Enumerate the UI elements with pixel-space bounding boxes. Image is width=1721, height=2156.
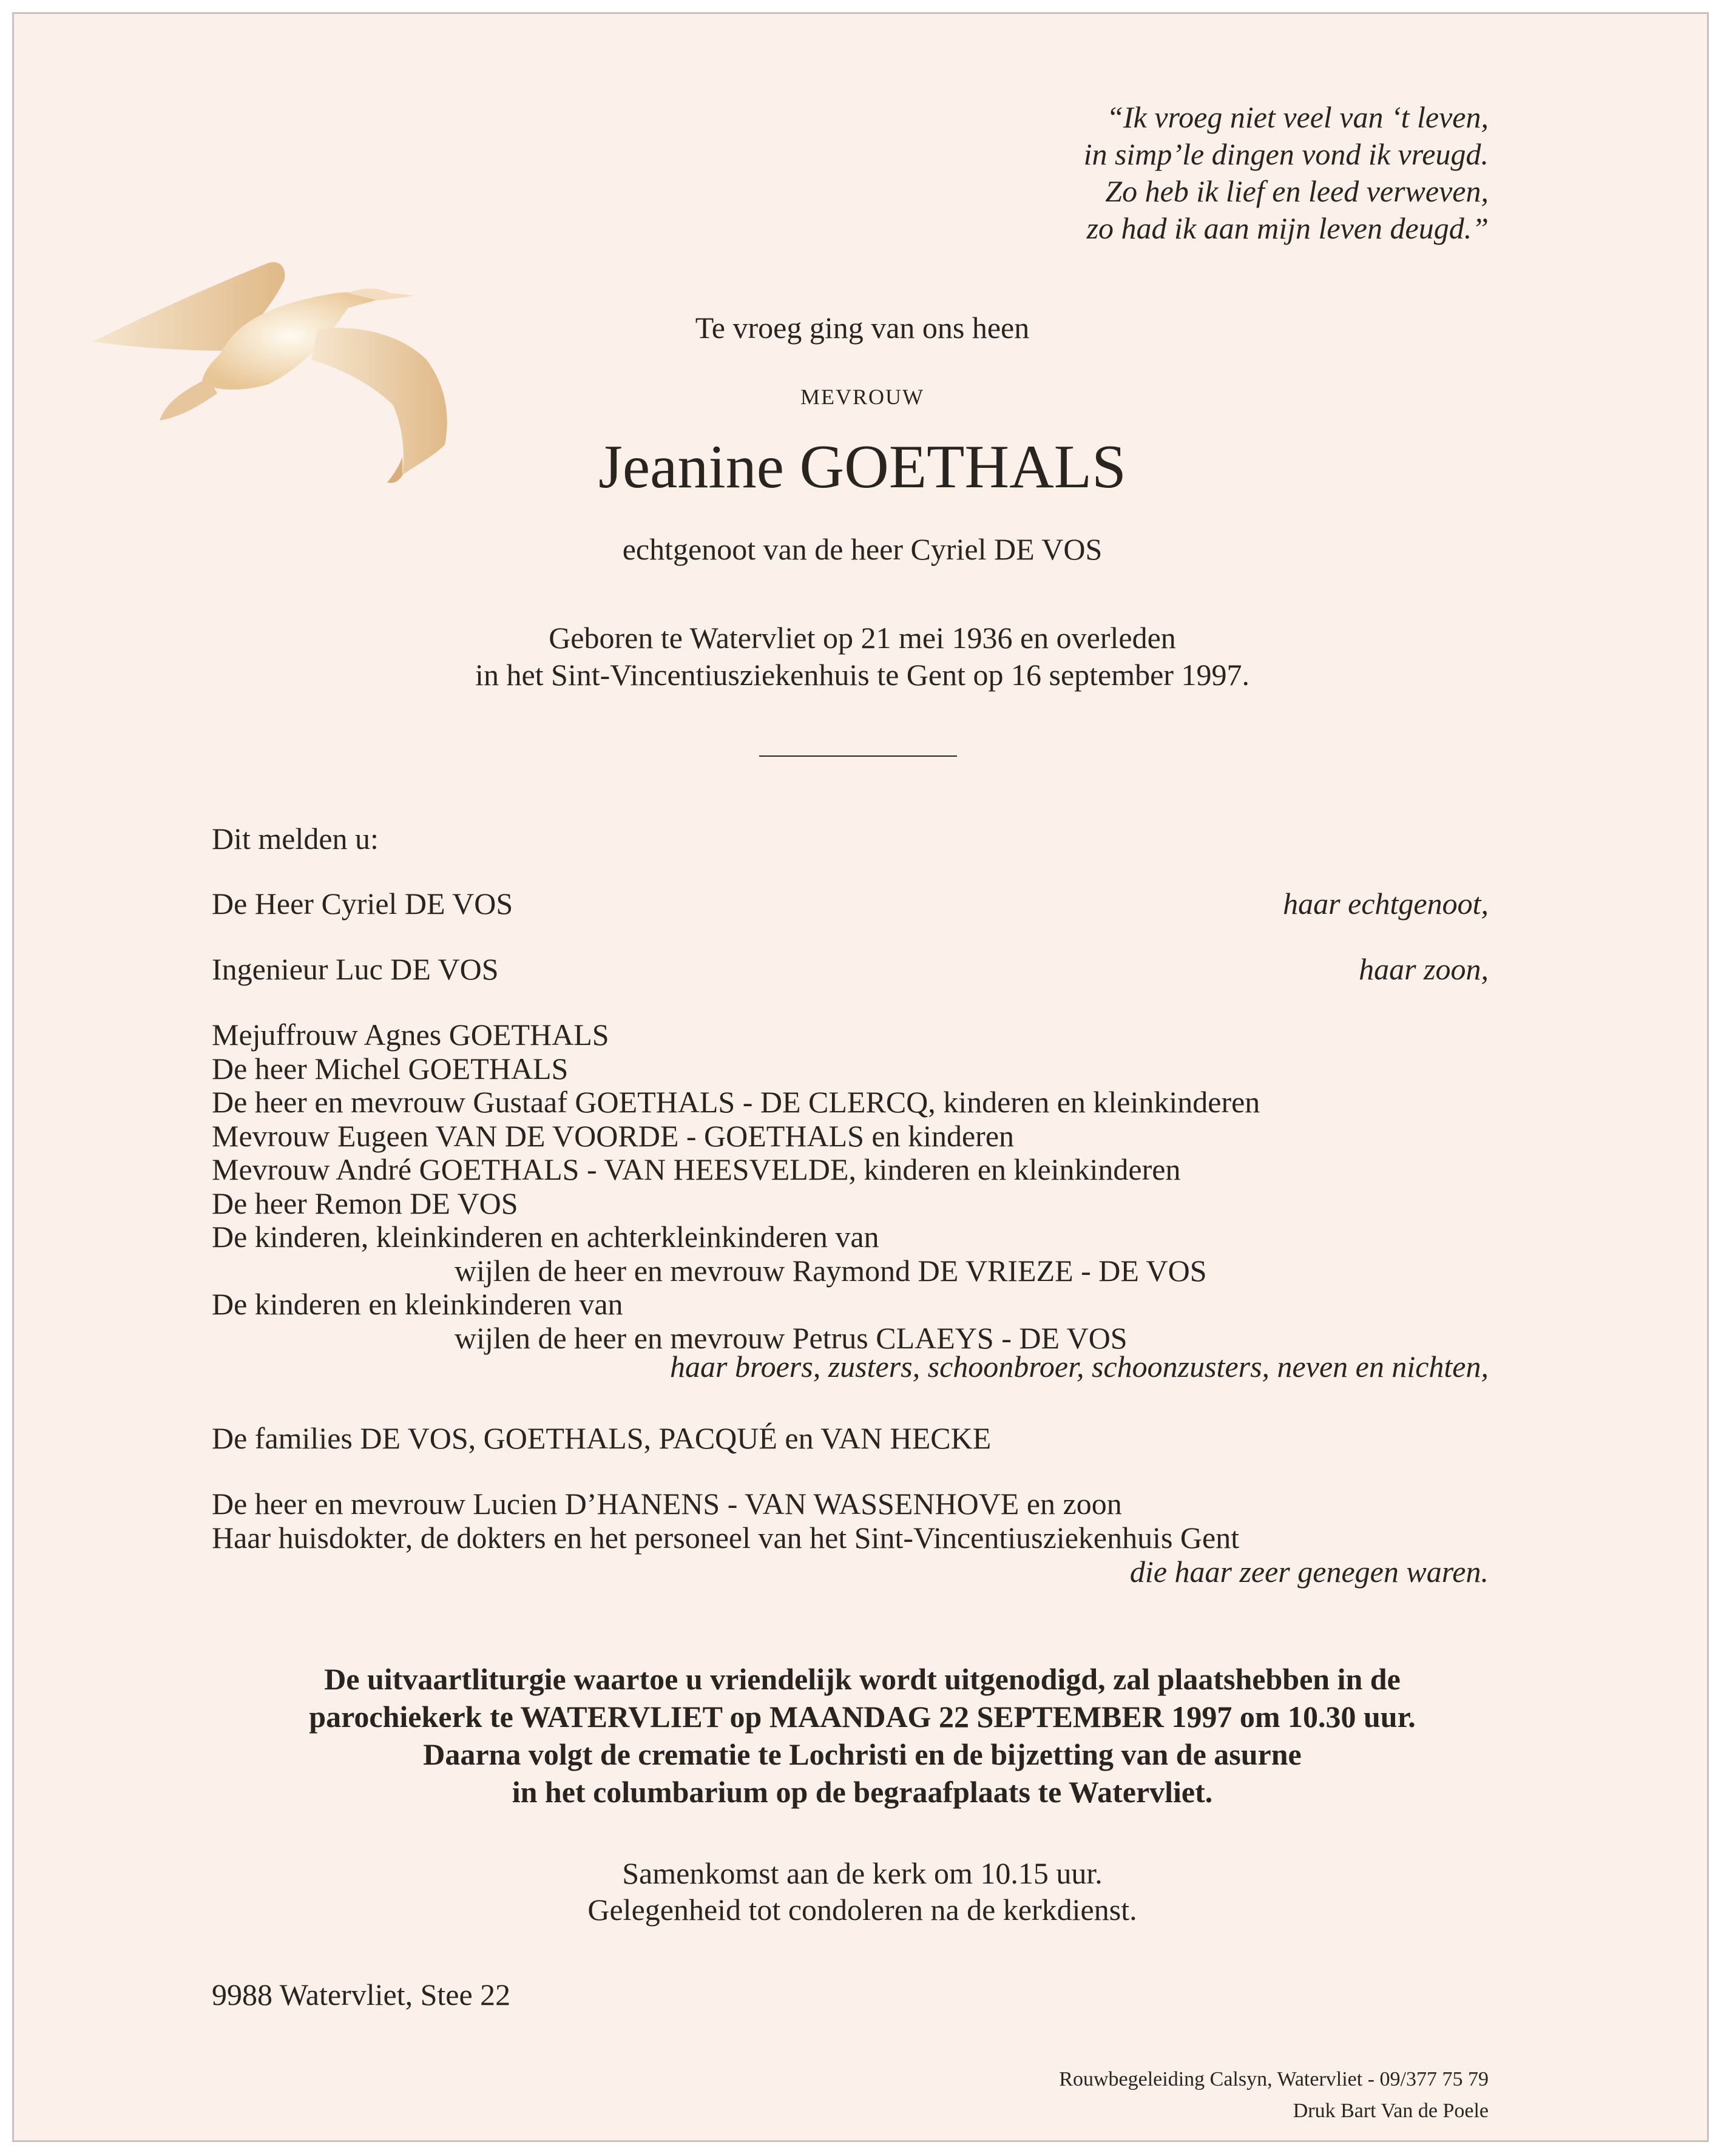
others-list — [212, 1487, 1239, 1555]
list-item: Mevrouw Eugeen VAN DE VOORDE - GOETHALS en kinderen — [212, 1118, 1015, 1153]
son-name: Ingenieur Luc DE VOS — [212, 952, 499, 986]
announce-line: Dit melden u: — [212, 822, 379, 856]
funeral-line: parochiekerk te WATERVLIET op MAANDAG 22 SEPTEMBER 1997 om 10.30 uur. — [309, 1700, 1416, 1734]
family-relation: haar broers, zusters, schoonbroer, schoonzusters, neven en nichten, — [670, 1350, 1489, 1384]
list-item: De heer Michel GOETHALS — [212, 1051, 569, 1086]
spouse-line: echtgenoot van de heer Cyriel DE VOS — [622, 532, 1103, 566]
gathering-line: Samenkomst aan de kerk om 10.15 uur. — [622, 1856, 1103, 1890]
list-item: De heer en mevrouw Gustaaf GOETHALS - DE CLERCQ, kinderen en kleinkinderen — [212, 1085, 1260, 1119]
list-item: De heer en mevrouw Lucien D’HANENS - VAN WASSENHOVE en zoon — [212, 1487, 1122, 1521]
printer: Druk Bart Van de Poele — [1293, 2100, 1489, 2122]
funeral-details — [14, 1660, 1711, 1811]
family-list — [212, 1018, 1260, 1355]
others-relation: die haar zeer genegen waren. — [1129, 1555, 1489, 1589]
divider — [759, 755, 957, 757]
list-item: wijlen de heer en mevrouw Petrus CLAEYS - DE VOS — [455, 1320, 1128, 1355]
list-item: De kinderen en kleinkinderen van — [212, 1287, 623, 1321]
address: 9988 Watervliet, Stee 22 — [212, 1978, 511, 2012]
list-item: Mevrouw André GOETHALS - VAN HEESVELDE, kinderen en kleinkinderen — [212, 1152, 1181, 1186]
families-line: De families DE VOS, GOETHALS, PACQUÉ en VAN HECKE — [212, 1421, 992, 1455]
list-item: De heer Remon DE VOS — [212, 1186, 518, 1220]
deceased-name: Jeanine GOETHALS — [598, 433, 1126, 501]
poem-line: Zo heb ik lief en leed verweven, — [1105, 174, 1489, 208]
funeral-line: De uitvaartliturgie waartoe u vriendelijk wordt uitgenodigd, zal plaatshebben in de — [324, 1662, 1401, 1696]
gathering-info — [14, 1855, 1711, 1928]
son-relation: haar zoon, — [1359, 952, 1489, 986]
death-notice-card — [12, 12, 1709, 2142]
birth-line: Geboren te Watervliet op 21 mei 1936 en overleden — [549, 621, 1176, 655]
husband-name: De Heer Cyriel DE VOS — [212, 887, 513, 921]
death-line: in het Sint-Vincentiusziekenhuis te Gent op 16 september 1997. — [475, 658, 1249, 692]
poem-line: “Ik vroeg niet veel van ‘t leven, — [1106, 100, 1489, 134]
poem — [1084, 99, 1489, 247]
poem-line: in simp’le dingen vond ik vreugd. — [1083, 137, 1489, 171]
gathering-line: Gelegenheid tot condoleren na de kerkdienst. — [587, 1893, 1137, 1927]
funeral-line: Daarna volgt de crematie te Lochristi en de bijzetting van de asurne — [423, 1737, 1302, 1771]
birth-death-info — [14, 620, 1711, 694]
intro-line: Te vroeg ging van ons heen — [695, 311, 1030, 345]
list-item: De kinderen, kleinkinderen en achterkleinkinderen van — [212, 1220, 879, 1254]
funeral-director: Rouwbegeleiding Calsyn, Watervliet - 09/377 75 79 — [1059, 2068, 1489, 2090]
list-item: wijlen de heer en mevrouw Raymond DE VRIEZE - DE VOS — [455, 1253, 1207, 1288]
title-mevrouw: MEVROUW — [800, 385, 924, 409]
husband-relation: haar echtgenoot, — [1283, 887, 1489, 921]
list-item: Mejuffrouw Agnes GOETHALS — [212, 1018, 609, 1052]
list-item: Haar huisdokter, de dokters en het personeel van het Sint-Vincentiusziekenhuis Gent — [212, 1520, 1240, 1555]
funeral-line: in het columbarium op de begraafplaats te Watervliet. — [512, 1775, 1213, 1809]
poem-line: zo had ik aan mijn leven deugd.” — [1086, 211, 1489, 245]
